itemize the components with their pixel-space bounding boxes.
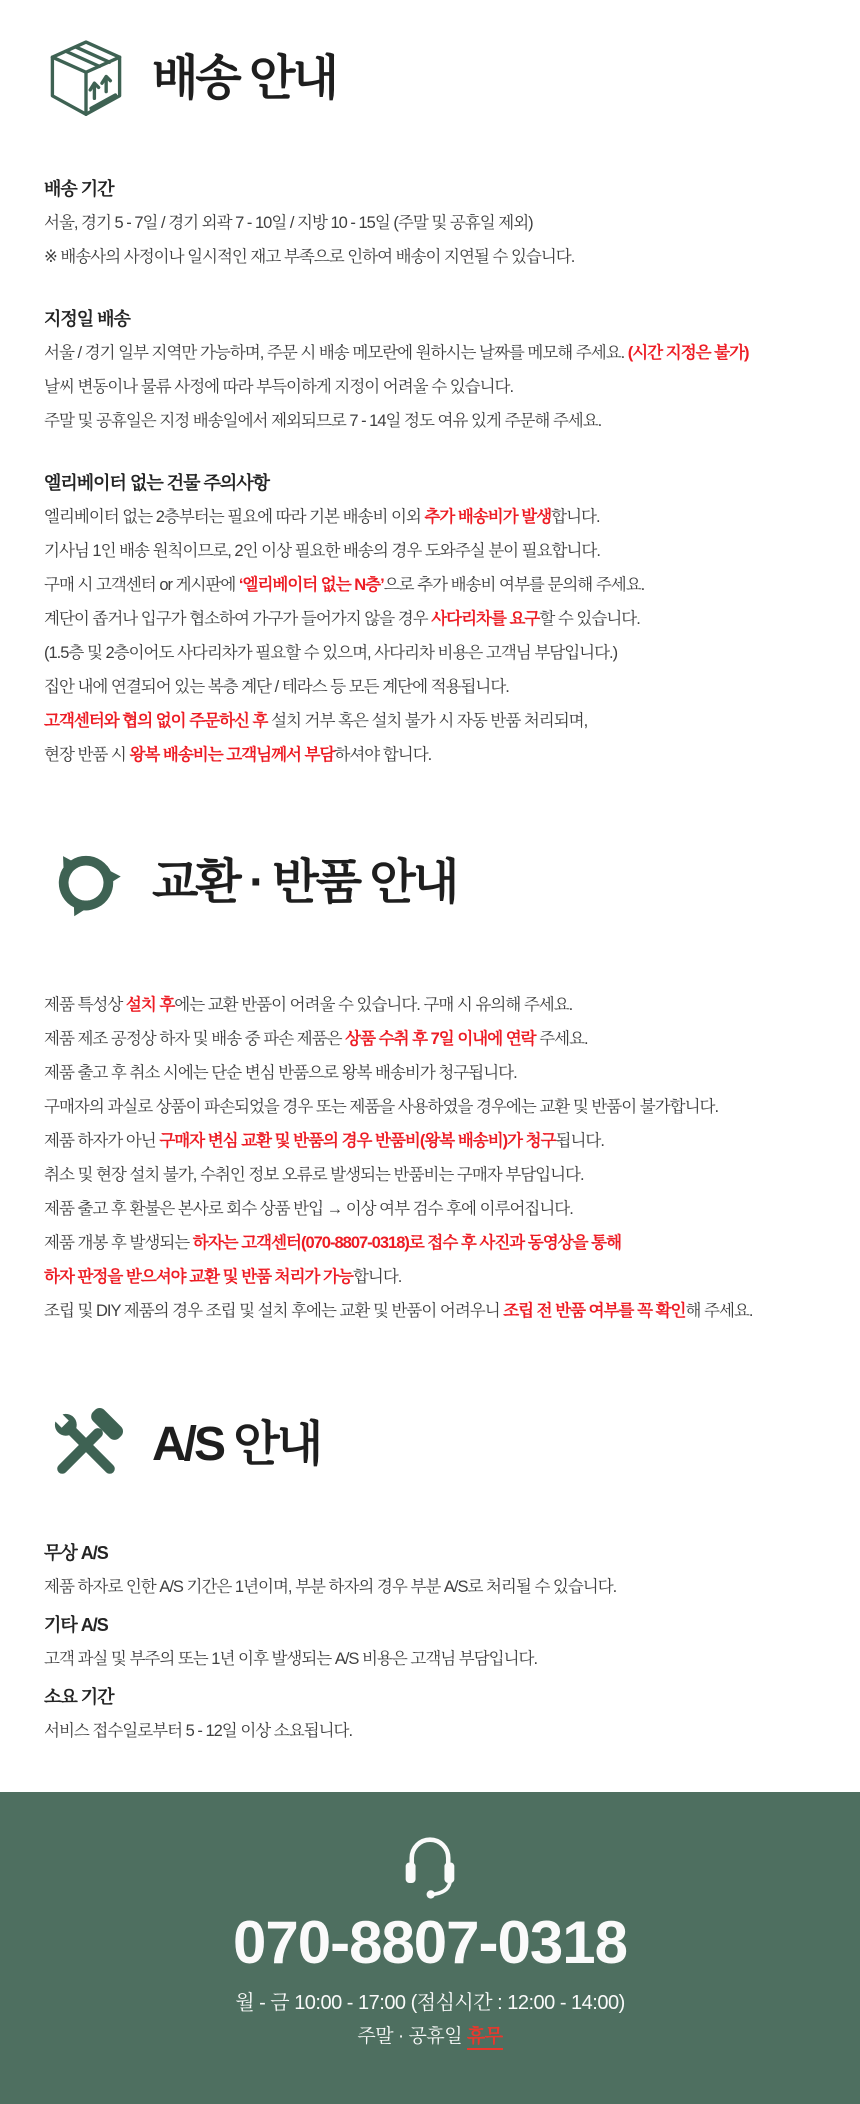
as-title: A/S 안내 [152,1417,321,1471]
text-line [44,404,840,438]
text-line [44,704,840,738]
text-line [44,1294,840,1328]
plain-text: 주세요. [535,1030,588,1049]
highlighted-text: 왕복 배송비는 고객님께서 부담 [129,746,335,765]
text-line [44,1158,840,1192]
exchange-header [44,818,840,948]
text-line [44,1226,840,1260]
plain-text: 고객 과실 및 부주의 또는 1년 이후 발생되는 A/S 비용은 고객님 부담입니다. [44,1650,538,1669]
text-line [44,1124,840,1158]
section-as [44,1380,840,1748]
text-line [44,988,840,1022]
highlighted-text: 추가 배송비가 발생 [424,508,552,527]
text-line [44,500,840,534]
plain-text: 제품 하자로 인한 A/S 기간은 1년이며, 부분 하자의 경우 부분 A/S로 처리될 수 있습니다. [44,1578,617,1597]
box-icon [44,37,128,121]
shipping-header [44,14,840,144]
section-shipping [44,10,840,772]
plain-text: 조립 및 DIY 제품의 경우 조립 및 설치 후에는 교환 및 반품이 어려우니 [44,1302,504,1321]
highlighted-text: ‘엘리베이터 없는 N층’ [238,576,384,595]
plain-text: 제품 하자가 아닌 [44,1132,160,1151]
plain-text: 집안 내에 연결되어 있는 복층 계단 / 테라스 등 모든 계단에 적용됩니다. [44,678,509,697]
text-line [44,602,840,636]
plain-text: 서울 / 경기 일부 지역만 가능하며, 주문 시 배송 메모란에 원하시는 날짜를 메모해 주세요. [44,344,628,363]
highlighted-text: 조립 전 반품 여부를 꼭 확인 [503,1302,686,1321]
headset-icon [392,1826,468,1902]
plain-text: 구매 시 고객센터 or 게시판에 [44,576,239,595]
business-hours: 월 - 금 10:00 - 17:00 (점심시간 : 12:00 - 14:00) [235,1992,625,2015]
plain-text: 구매자의 과실로 상품이 파손되었을 경우 또는 제품을 사용하였을 경우에는 교환 및 반품이 불가합니다. [44,1098,719,1117]
text-line [44,1090,840,1124]
text-line [44,534,840,568]
text-line [44,1570,840,1604]
plain-text: (1.5층 및 2층이어도 사다리차가 필요할 수 있으며, 사다리차 비용은 고객님 부담입니다.) [44,644,618,663]
text-line [44,1056,840,1090]
text-line [44,568,840,602]
text-line [44,636,840,670]
text-line [44,336,840,370]
plain-text: 계단이 좁거나 입구가 협소하여 가구가 들어가지 않을 경우 [44,610,432,629]
closed-days [357,2024,502,2049]
text-line [44,670,840,704]
block-heading: 배송 기간 [44,179,114,200]
plain-text: 날씨 변동이나 물류 사정에 따라 부득이하게 지정이 어려울 수 있습니다. [44,378,514,397]
plain-text: 에는 교환 반품이 어려울 수 있습니다. 구매 시 유의해 주세요. [174,996,573,1015]
shipping-body [44,172,840,772]
highlighted-text: 하자 판정을 받으셔야 교환 및 반품 처리가 가능 [44,1268,353,1287]
highlighted-text: (시간 지정은 불가) [627,344,749,363]
text-line [44,1260,840,1294]
plain-text: 제품 출고 후 취소 시에는 단순 변심 반품으로 왕복 배송비가 청구됩니다. [44,1064,517,1083]
shipping-title: 배송 안내 [152,51,336,105]
plain-text: 하셔야 합니다. [334,746,432,765]
block-heading: 소요 기간 [44,1687,114,1708]
plain-text: 주말 및 공휴일은 지정 배송일에서 제외되므로 7 - 14일 정도 여유 있게 주문해 주세요. [44,412,602,431]
exchange-body [44,988,840,1328]
plain-text: 됩니다. [555,1132,604,1151]
plain-text: 제품 개봉 후 발생되는 [44,1234,193,1253]
highlighted-text: 사다리차를 요구 [431,610,540,629]
plain-text: ※ 배송사의 사정이나 일시적인 재고 부족으로 인하여 배송이 지연될 수 있습니다. [44,248,575,267]
block-heading: 기타 A/S [44,1615,108,1636]
text-line [44,240,840,274]
section-exchange-return [44,818,840,1328]
exchange-title: 교환 · 반품 안내 [152,855,457,909]
as-body [44,1536,840,1748]
plain-text: 할 수 있습니다. [539,610,640,629]
highlighted-text: 상품 수취 후 7일 이내에 연락 [345,1030,536,1049]
text-line [44,1192,840,1226]
plain-text: 엘리베이터 없는 2층부터는 필요에 따라 기본 배송비 이외 [44,508,425,527]
highlighted-text: 설치 후 [125,996,175,1015]
plain-text: 현장 반품 시 [44,746,130,765]
text-line [44,1714,840,1748]
text-line [44,370,840,404]
plain-text: 제품 특성상 [44,996,126,1015]
as-header [44,1380,840,1510]
text-line [44,1642,840,1676]
closed-days-value: 휴무 [467,2026,503,2050]
block-heading: 지정일 배송 [44,309,130,330]
plain-text: 해 주세요. [685,1302,753,1321]
plain-text: 설치 거부 혹은 설치 불가 시 자동 반품 처리되며, [271,712,588,731]
plain-text: 으로 추가 배송비 여부를 문의해 주세요. [383,576,645,595]
plain-text: 서비스 접수일로부터 5 - 12일 이상 소요됩니다. [44,1722,353,1741]
phone-number: 070-8807-0318 [232,1909,628,1977]
highlighted-text: 구매자 변심 교환 및 반품의 경우 반품비(왕복 배송비)가 청구 [159,1132,556,1151]
contact-footer [0,1792,860,2104]
plain-text: 제품 출고 후 환불은 본사로 회수 상품 반입 → 이상 여부 검수 후에 이루어집니다. [44,1200,573,1219]
text-line [44,206,840,240]
block-heading: 엘리베이터 없는 건물 주의사항 [44,473,270,494]
plain-text: 서울, 경기 5 - 7일 / 경기 외곽 7 - 10일 / 지방 10 - 15일 (주말 및 공휴일 제외) [44,214,533,233]
plain-text: 합니다. [551,508,600,527]
plain-text: 취소 및 현장 설치 불가, 수취인 정보 오류로 발생되는 반품비는 구매자 부담입니다. [44,1166,584,1185]
highlighted-text: 고객센터와 협의 없이 주문하신 후 [44,712,272,731]
closed-days-label: 주말 · 공휴일 [357,2026,467,2048]
text-line [44,738,840,772]
text-line [44,1022,840,1056]
tools-icon [44,1403,128,1487]
highlighted-text: 하자는 고객센터(070-8807-0318)로 접수 후 사진과 동영상을 통해 [192,1234,622,1253]
block-heading: 무상 A/S [44,1543,108,1564]
plain-text: 기사님 1인 배송 원칙이므로, 2인 이상 필요한 배송의 경우 도와주실 분이 필요합니다. [44,542,600,561]
plain-text: 제품 제조 공정상 하자 및 배송 중 파손 제품은 [44,1030,346,1049]
plain-text: 합니다. [352,1268,402,1287]
recycle-icon [44,841,128,925]
